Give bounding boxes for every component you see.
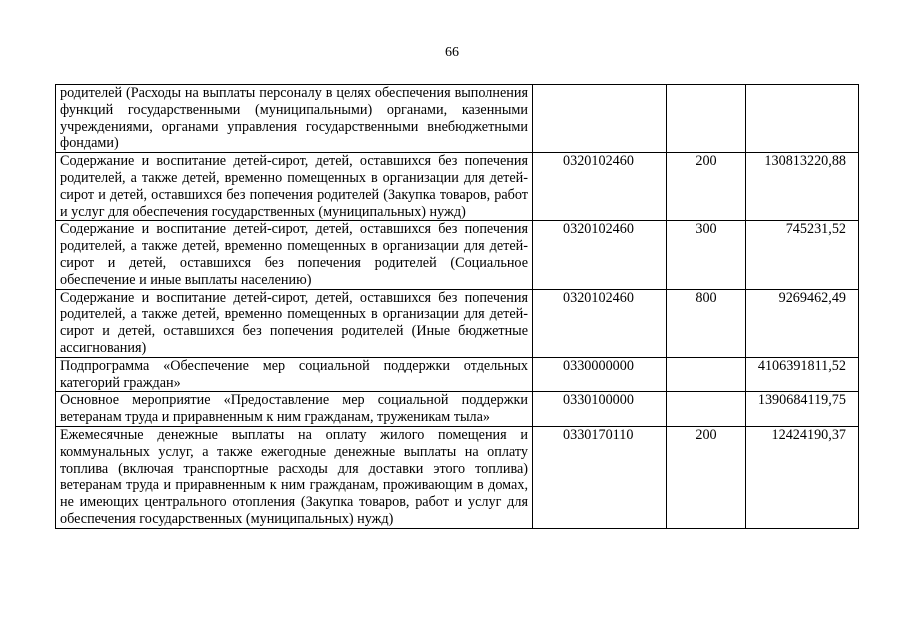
row-expense-type: 200	[667, 426, 746, 528]
page-number: 66	[445, 45, 459, 60]
row-description: Содержание и воспитание детей-сирот, детей, оставшихся без попечения родителей, а также детей, временно помещенных в организации для детей-сирот и детей, оставшихся без попечения родителей (Социальное обеспечение и иные выплаты населению)	[56, 221, 533, 289]
table-row	[56, 357, 859, 392]
table-row	[56, 426, 859, 528]
row-expense-type	[667, 392, 746, 427]
row-amount	[746, 85, 859, 153]
row-expense-type	[667, 85, 746, 153]
row-description: Содержание и воспитание детей-сирот, детей, оставшихся без попечения родителей, а также детей, временно помещенных в организации для детей-сирот и детей, оставшихся без попечения родителей (Закупка товаров, работ и услуг для обеспечения государственных (муниципальных) нужд)	[56, 153, 533, 221]
table-row	[56, 153, 859, 221]
row-target-code: 0320102460	[533, 221, 667, 289]
row-description: Ежемесячные денежные выплаты на оплату жилого помещения и коммунальных услуг, а также ежегодные денежные выплаты на оплату топлива (включая транспортные расходы для доставки этого топлива) ветеранам труда и приравненным к ним гражданам, проживающим в домах, не имеющих центрального отопления (Закупка товаров, работ и услуг для обеспечения государственных (муниципальных) нужд)	[56, 426, 533, 528]
table-row	[56, 392, 859, 427]
row-description: Содержание и воспитание детей-сирот, детей, оставшихся без попечения родителей, а также детей, временно помещенных в организации для детей-сирот и детей, оставшихся без попечения родителей (Иные бюджетные ассигнования)	[56, 289, 533, 357]
row-expense-type: 200	[667, 153, 746, 221]
table-row	[56, 85, 859, 153]
row-expense-type: 300	[667, 221, 746, 289]
row-description: Подпрограмма «Обеспечение мер социальной поддержки отдельных категорий граждан»	[56, 357, 533, 392]
row-amount: 4106391811,52	[746, 357, 859, 392]
row-target-code	[533, 85, 667, 153]
row-target-code: 0330170110	[533, 426, 667, 528]
row-target-code: 0330100000	[533, 392, 667, 427]
budget-table	[55, 84, 859, 529]
row-target-code: 0320102460	[533, 289, 667, 357]
row-description: Основное мероприятие «Предоставление мер социальной поддержки ветеранам труда и приравненным к ним гражданам, труженикам тыла»	[56, 392, 533, 427]
row-amount: 9269462,49	[746, 289, 859, 357]
row-expense-type	[667, 357, 746, 392]
row-amount: 130813220,88	[746, 153, 859, 221]
table-row	[56, 221, 859, 289]
row-amount: 745231,52	[746, 221, 859, 289]
row-amount: 1390684119,75	[746, 392, 859, 427]
row-description: родителей (Расходы на выплаты персоналу в целях обеспечения выполнения функций государственными (муниципальными) органами, казенными учреждениями, органами управления государственными внебюджетными фондами)	[56, 85, 533, 153]
row-amount: 12424190,37	[746, 426, 859, 528]
row-target-code: 0320102460	[533, 153, 667, 221]
row-expense-type: 800	[667, 289, 746, 357]
row-target-code: 0330000000	[533, 357, 667, 392]
table-row	[56, 289, 859, 357]
